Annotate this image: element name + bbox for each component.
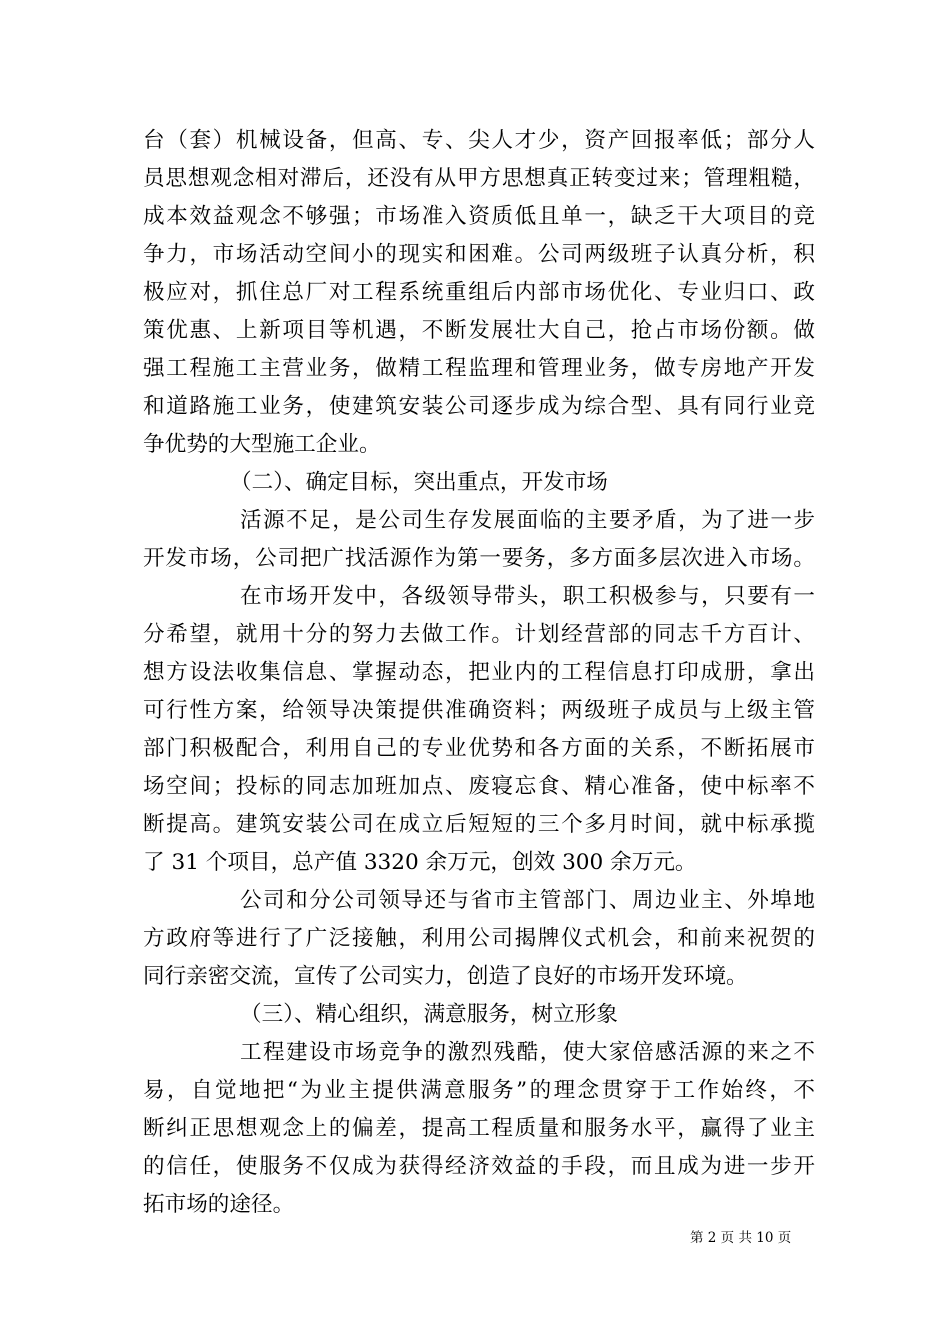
body-line: 员思想观念相对滞后，还没有从甲方思想真正转变过来；管理粗糙， bbox=[143, 166, 815, 191]
body-line: 可行性方案，给领导决策提供准确资料；两级班子成员与上级主管 bbox=[143, 698, 815, 723]
body-line: 极应对，抓住总厂对工程系统重组后内部市场优化、专业归口、政 bbox=[143, 280, 815, 305]
body-line: 台（套）机械设备，但高、专、尖人才少，资产回报率低；部分人 bbox=[143, 128, 815, 153]
body-line: 争力，市场活动空间小的现实和困难。公司两级班子认真分析，积 bbox=[143, 242, 815, 267]
body-line: 公司和分公司领导还与省市主管部门、周边业主、外埠地 bbox=[240, 888, 815, 913]
body-line: 拓市场的途径。 bbox=[143, 1192, 295, 1217]
body-line: 场空间；投标的同志加班加点、废寝忘食、精心准备，使中标率不 bbox=[143, 774, 815, 799]
body-line: 部门积极配合，利用自己的专业优势和各方面的关系，不断拓展市 bbox=[143, 736, 815, 761]
body-line: 活源不足，是公司生存发展面临的主要矛盾，为了进一步 bbox=[240, 508, 815, 533]
body-line: 开发市场，公司把广找活源作为第一要务，多方面多层次进入市场。 bbox=[143, 546, 815, 571]
body-line: 易，自觉地把“为业主提供满意服务”的理念贯穿于工作始终，不 bbox=[143, 1078, 815, 1103]
body-line: 方政府等进行了广泛接触，利用公司揭牌仪式机会，和前来祝贺的 bbox=[143, 926, 815, 951]
body-line: 同行亲密交流，宣传了公司实力，创造了良好的市场开发环境。 bbox=[143, 964, 748, 989]
body-line: 工程建设市场竞争的激烈残酷，使大家倍感活源的来之不 bbox=[240, 1040, 815, 1065]
body-line: 强工程施工主营业务，做精工程监理和管理业务，做专房地产开发 bbox=[143, 356, 815, 381]
body-line: 想方设法收集信息、掌握动态，把业内的工程信息打印成册，拿出 bbox=[143, 660, 815, 685]
body-line: 的信任，使服务不仅成为获得经济效益的手段，而且成为进一步开 bbox=[143, 1154, 815, 1179]
section-heading: （二）、确定目标，突出重点，开发市场 bbox=[230, 470, 608, 495]
body-line: 断提高。建筑安装公司在成立后短短的三个多月时间，就中标承揽 bbox=[143, 812, 815, 837]
body-line: 策优惠、上新项目等机遇，不断发展壮大自己，抢占市场份额。做 bbox=[143, 318, 815, 343]
body-line: 争优势的大型施工企业。 bbox=[143, 432, 381, 457]
body-line: 了 31 个项目，总产值 3320 余万元，创效 300 余万元。 bbox=[143, 850, 697, 875]
body-line: 断纠正思想观念上的偏差，提高工程质量和服务水平，赢得了业主 bbox=[143, 1116, 815, 1141]
section-heading: （三）、精心组织，满意服务，树立形象 bbox=[240, 1002, 618, 1027]
page-footer: 第 2 页 共 10 页 bbox=[690, 1230, 792, 1246]
body-line: 成本效益观念不够强；市场准入资质低且单一，缺乏干大项目的竞 bbox=[143, 204, 815, 229]
body-line: 分希望，就用十分的努力去做工作。计划经营部的同志千方百计、 bbox=[143, 622, 815, 647]
body-line: 在市场开发中，各级领导带头，职工积极参与，只要有一 bbox=[240, 584, 815, 609]
body-line: 和道路施工业务，使建筑安装公司逐步成为综合型、具有同行业竞 bbox=[143, 394, 815, 419]
